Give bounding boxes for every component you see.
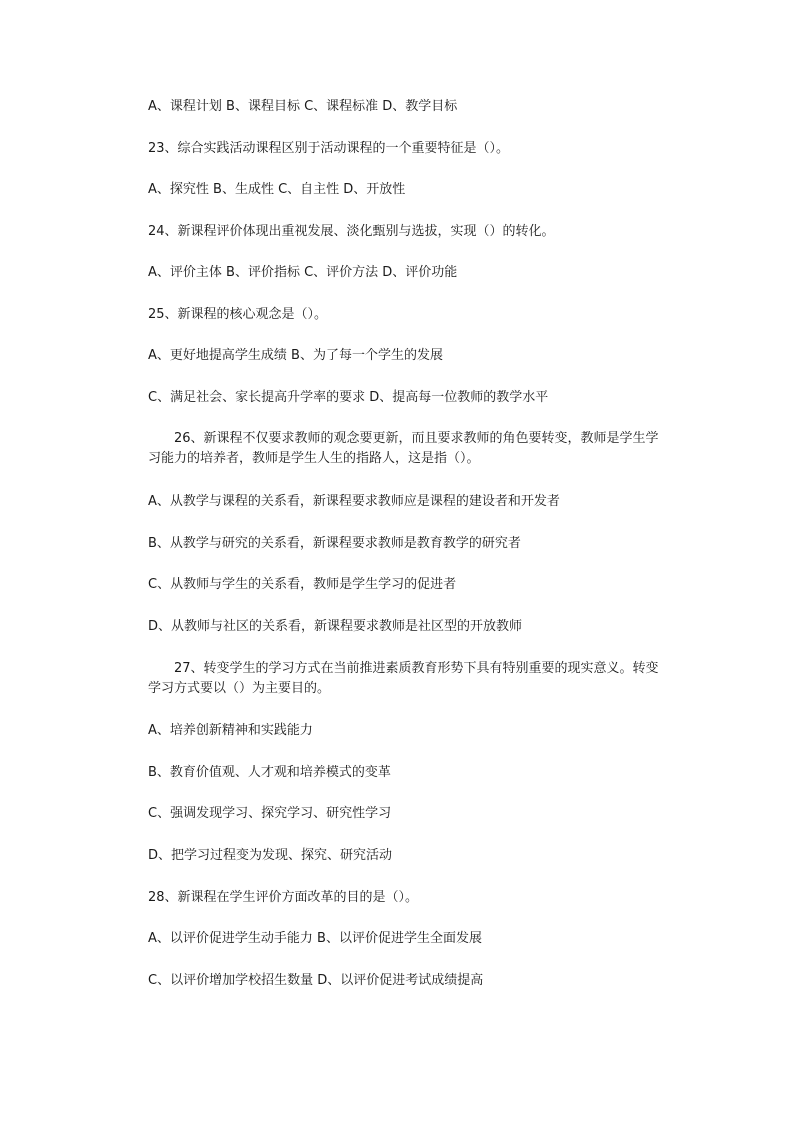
q25-options-2: C、满足社会、家长提高升学率的要求 D、提高每一位教师的教学水平 — [148, 390, 549, 405]
q27-option-d: D、把学习过程变为发现、探究、研究活动 — [148, 848, 393, 863]
q28-question: 28、新课程在学生评价方面改革的目的是（）。 — [148, 890, 419, 905]
q25-options-1: A、更好地提高学生成绩 B、为了每一个学生的发展 — [148, 348, 443, 363]
q23-options: A、探究性 B、生成性 C、自主性 D、开放性 — [148, 182, 406, 197]
q26-question — [148, 429, 704, 469]
q24-options: A、评价主体 B、评价指标 C、评价方法 D、评价功能 — [148, 265, 458, 280]
q26-question-line-2: 习能力的培养者，教师是学生人生的指路人，这是指（）。 — [148, 451, 480, 466]
q22-options: A、课程计划 B、课程目标 C、课程标准 D、教学目标 — [148, 99, 458, 114]
q26-option-b: B、从教学与研究的关系看，新课程要求教师是教育教学的研究者 — [148, 536, 521, 551]
q24-question: 24、新课程评价体现出重视发展、淡化甄别与选拔，实现（）的转化。 — [148, 224, 555, 239]
q26-question-line-1: 26、新课程不仅要求教师的观念要更新，而且要求教师的角色要转变，教师是学生学 — [174, 431, 659, 446]
q27-option-c: C、强调发现学习、探究学习、研究性学习 — [148, 806, 392, 821]
q28-options-2: C、以评价增加学校招生数量 D、以评价促进考试成绩提高 — [148, 973, 484, 988]
q23-question: 23、综合实践活动课程区别于活动课程的一个重要特征是（）。 — [148, 141, 510, 156]
q26-option-a: A、从教学与课程的关系看，新课程要求教师应是课程的建设者和开发者 — [148, 494, 560, 509]
q26-option-c: C、从教师与学生的关系看，教师是学生学习的促进者 — [148, 577, 457, 592]
q26-option-d: D、从教师与社区的关系看，新课程要求教师是社区型的开放教师 — [148, 619, 523, 634]
q27-question — [148, 659, 704, 699]
q27-question-line-1: 27、转变学生的学习方式在当前推进素质教育形势下具有特别重要的现实意义。转变 — [174, 661, 659, 676]
q27-option-a: A、培养创新精神和实践能力 — [148, 723, 313, 738]
q28-options-1: A、以评价促进学生动手能力 B、以评价促进学生全面发展 — [148, 931, 482, 946]
q27-question-line-2: 学习方式要以（）为主要目的。 — [148, 681, 331, 696]
q25-question: 25、新课程的核心观念是（）。 — [148, 307, 328, 322]
q27-option-b: B、教育价值观、人才观和培养模式的变革 — [148, 765, 391, 780]
